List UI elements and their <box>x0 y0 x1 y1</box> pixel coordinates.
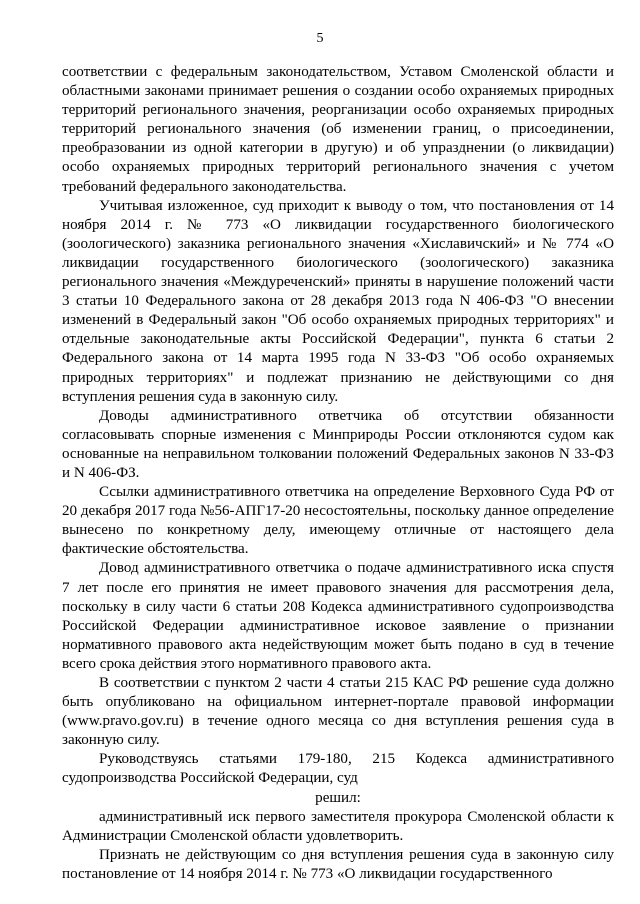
paragraph-decision-invalidate: Признать не действующим со дня вступления решения суда в законную силу постановление от 14 ноября 2014 г. № 773 «О ликвидации государственного <box>62 846 614 882</box>
page-number: 5 <box>316 31 324 46</box>
document-body <box>62 63 614 884</box>
paragraph-legal-basis: Руководствуясь статьями 179-180, 215 Кодекса административного судопроизводства Российской Федерации, суд <box>62 751 614 787</box>
paragraph-continuation: соответствии с федеральным законодательством, Уставом Смоленской области и областными законами принимает решения о создании особо охраняемых природных территорий регионального значения, реорганизации особо охраняемых природных территорий регионального значения (об изменении границ, о присоединении, преобразовании из одной категории в другую) и об упразднении (о ликвидации) особо охраняемых природных территорий регионального значения с учетом требований федерального законодательства. <box>62 64 614 195</box>
paragraph-respondent-arguments: Доводы административного ответчика об отсутствии обязанности согласовывать спорные изменения с Минприроды России отклоняются судом как основанные на неправильном толковании положений Федеральных законов N 33-ФЗ и N 406-ФЗ. <box>62 407 614 481</box>
paragraph-publication-requirement: В соответствии с пунктом 2 части 4 статьи 215 КАС РФ решение суда должно быть опубликовано на официальном интернет-портале правовой информации (www.pravo.gov.ru) в течение одного месяца со дня вступления решения суда в законную силу. <box>62 675 614 749</box>
decision-heading: решил: <box>315 789 361 806</box>
paragraph-supreme-court-reference: Ссылки административного ответчика на определение Верховного Суда РФ от 20 декабря 2017 года №56-АПГ17-20 несостоятельны, поскольку данное определение вынесено по конкретному делу, имеющему отличные от настоящего дела фактические обстоятельства. <box>62 484 614 558</box>
paragraph-decision-grant: административный иск первого заместителя прокурора Смоленской области к Администрации Смоленской области удовлетворить. <box>62 808 614 844</box>
paragraph-conclusion: Учитывая изложенное, суд приходит к выводу о том, что постановления от 14 ноября 2014 г. № 773 «О ликвидации государственного биологического (зоологического) заказника регионального значения «Хиславичский» и № 774 «О ликвидации государственного биологического (зоологического) заказника регионального значения «Междуреченский» приняты в нарушение положений части 3 статьи 10 Федерального закона от 28 декабря 2013 года N 406-ФЗ "О внесении изменений в Федеральный закон "Об особо охраняемых природных территориях" и отдельные законодательные акты Российской Федерации", пункта 6 статьи 2 Федерального закона от 14 марта 1995 года N 33-ФЗ "Об особо охраняемых природных территориях" и подлежат признанию не действующими со дня вступления решения суда в законную силу. <box>62 197 614 405</box>
paragraph-filing-delay-argument: Довод административного ответчика о подаче административного иска спустя 7 лет после его принятия не имеет правового значения для рассмотрения дела, поскольку в силу части 6 статьи 208 Кодекса административного судопроизводства Российской Федерации административное исковое заявление о признании нормативного правового акта недействующим может быть подано в суд в течение всего срока действия этого нормативного правового акта. <box>62 560 614 672</box>
